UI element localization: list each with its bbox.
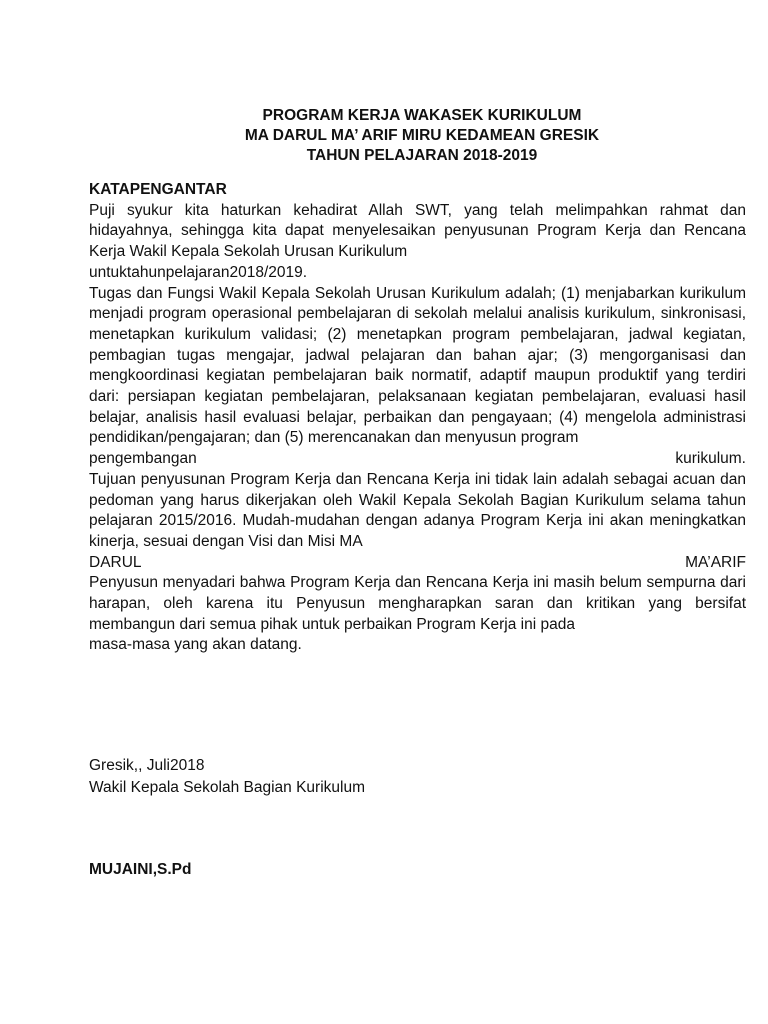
paragraph-1 [89,201,746,284]
closing-block [89,755,365,799]
paragraph-2-last-line [89,449,746,470]
paragraph-4-last-line: masa-masa yang akan datang. [89,636,302,654]
paragraph-2 [89,284,746,450]
signer-position: Wakil Kepala Sekolah Bagian Kurikulum [89,779,365,796]
title-line-2: MA DARUL MA’ ARIF MIRU KEDAMEAN GRESIK [244,127,600,144]
title-line-1: PROGRAM KERJA WAKASEK KURIKULUM [262,107,582,124]
document-title [0,106,768,166]
paragraph-3-last-right-bold: MA [685,553,708,571]
paragraph-3-text: Tujuan penyusunan Program Kerja dan Rencana Kerja ini tidak lain adalah sebagai acuan dan pedoman yang harus dikerjakan oleh Wakil Kepala Sekolah Bagian Kurikulum selama tahun pelajaran 2015/2016. Mudah-mudahan dengan adanya Program Kerja ini akan meningkatkan kinerja, sesuai dengan Visi dan Misi MA [89,470,746,550]
paragraph-3 [89,470,746,553]
section-heading: KATAPENGANTAR [89,181,227,198]
paragraph-4-text: Penyusun menyadari bahwa Program Kerja dan Rencana Kerja ini masih belum sempurna dari harapan, oleh karena itu Penyusun mengharapkan saran dan kritikan yang bersifat membangun dari semua pihak untuk perbaikan Program Kerja ini pada [89,574,746,633]
paragraph-2-last-right: kurikulum. [675,450,746,468]
paragraph-3-last-right-rest: ’ARIF [707,553,746,571]
paragraph-4 [89,573,746,656]
paragraph-1-last-line: untuktahunpelajaran2018/2019. [89,263,308,281]
title-line-3: TAHUN PELAJARAN 2018-2019 [306,147,538,164]
paragraph-2-last-left: pengembangan [89,450,197,468]
signer-name: MUJAINI,S.Pd [89,861,192,878]
paragraph-3-last-line [89,553,746,574]
document-body [89,180,746,656]
paragraph-3-last-left: DARUL [89,553,142,571]
place-date: Gresik,, Juli2018 [89,757,205,774]
paragraph-3-last-right [685,553,746,574]
paragraph-2-text: Tugas dan Fungsi Wakil Kepala Sekolah Urusan Kurikulum adalah; (1) menjabarkan kurikulum menjadi program operasional pembelajaran di sekolah melalui analisis kurikulum, sinkronisasi, menetapkan kurikulum validasi; (2) menetapkan program pembelajaran, jadwal kegiatan, pembagian tugas mengajar, jadwal pelajaran dan bahan ajar; (3) mengorganisasi dan mengkoordinasi kegiatan pembelajaran baik normatif, adaptif maupun produktif yang terdiri dari: persiapan kegiatan pembelajaran, pelaksanaan kegiatan pembelajaran, evaluasi hasil belajar, analisis hasil evaluasi belajar, perbaikan dan pengayaan; (4) mengelola administrasi pendidikan/pengajaran; dan (5) merencanakan dan menyusun program [89,284,746,447]
paragraph-1-text: Puji syukur kita haturkan kehadirat Allah SWT, yang telah melimpahkan rahmat dan hidayahnya, sehingga kita dapat menyelesaikan penyusunan Program Kerja dan Rencana Kerja Wakil Kepala Sekolah Urusan Kurikulum [89,201,746,261]
